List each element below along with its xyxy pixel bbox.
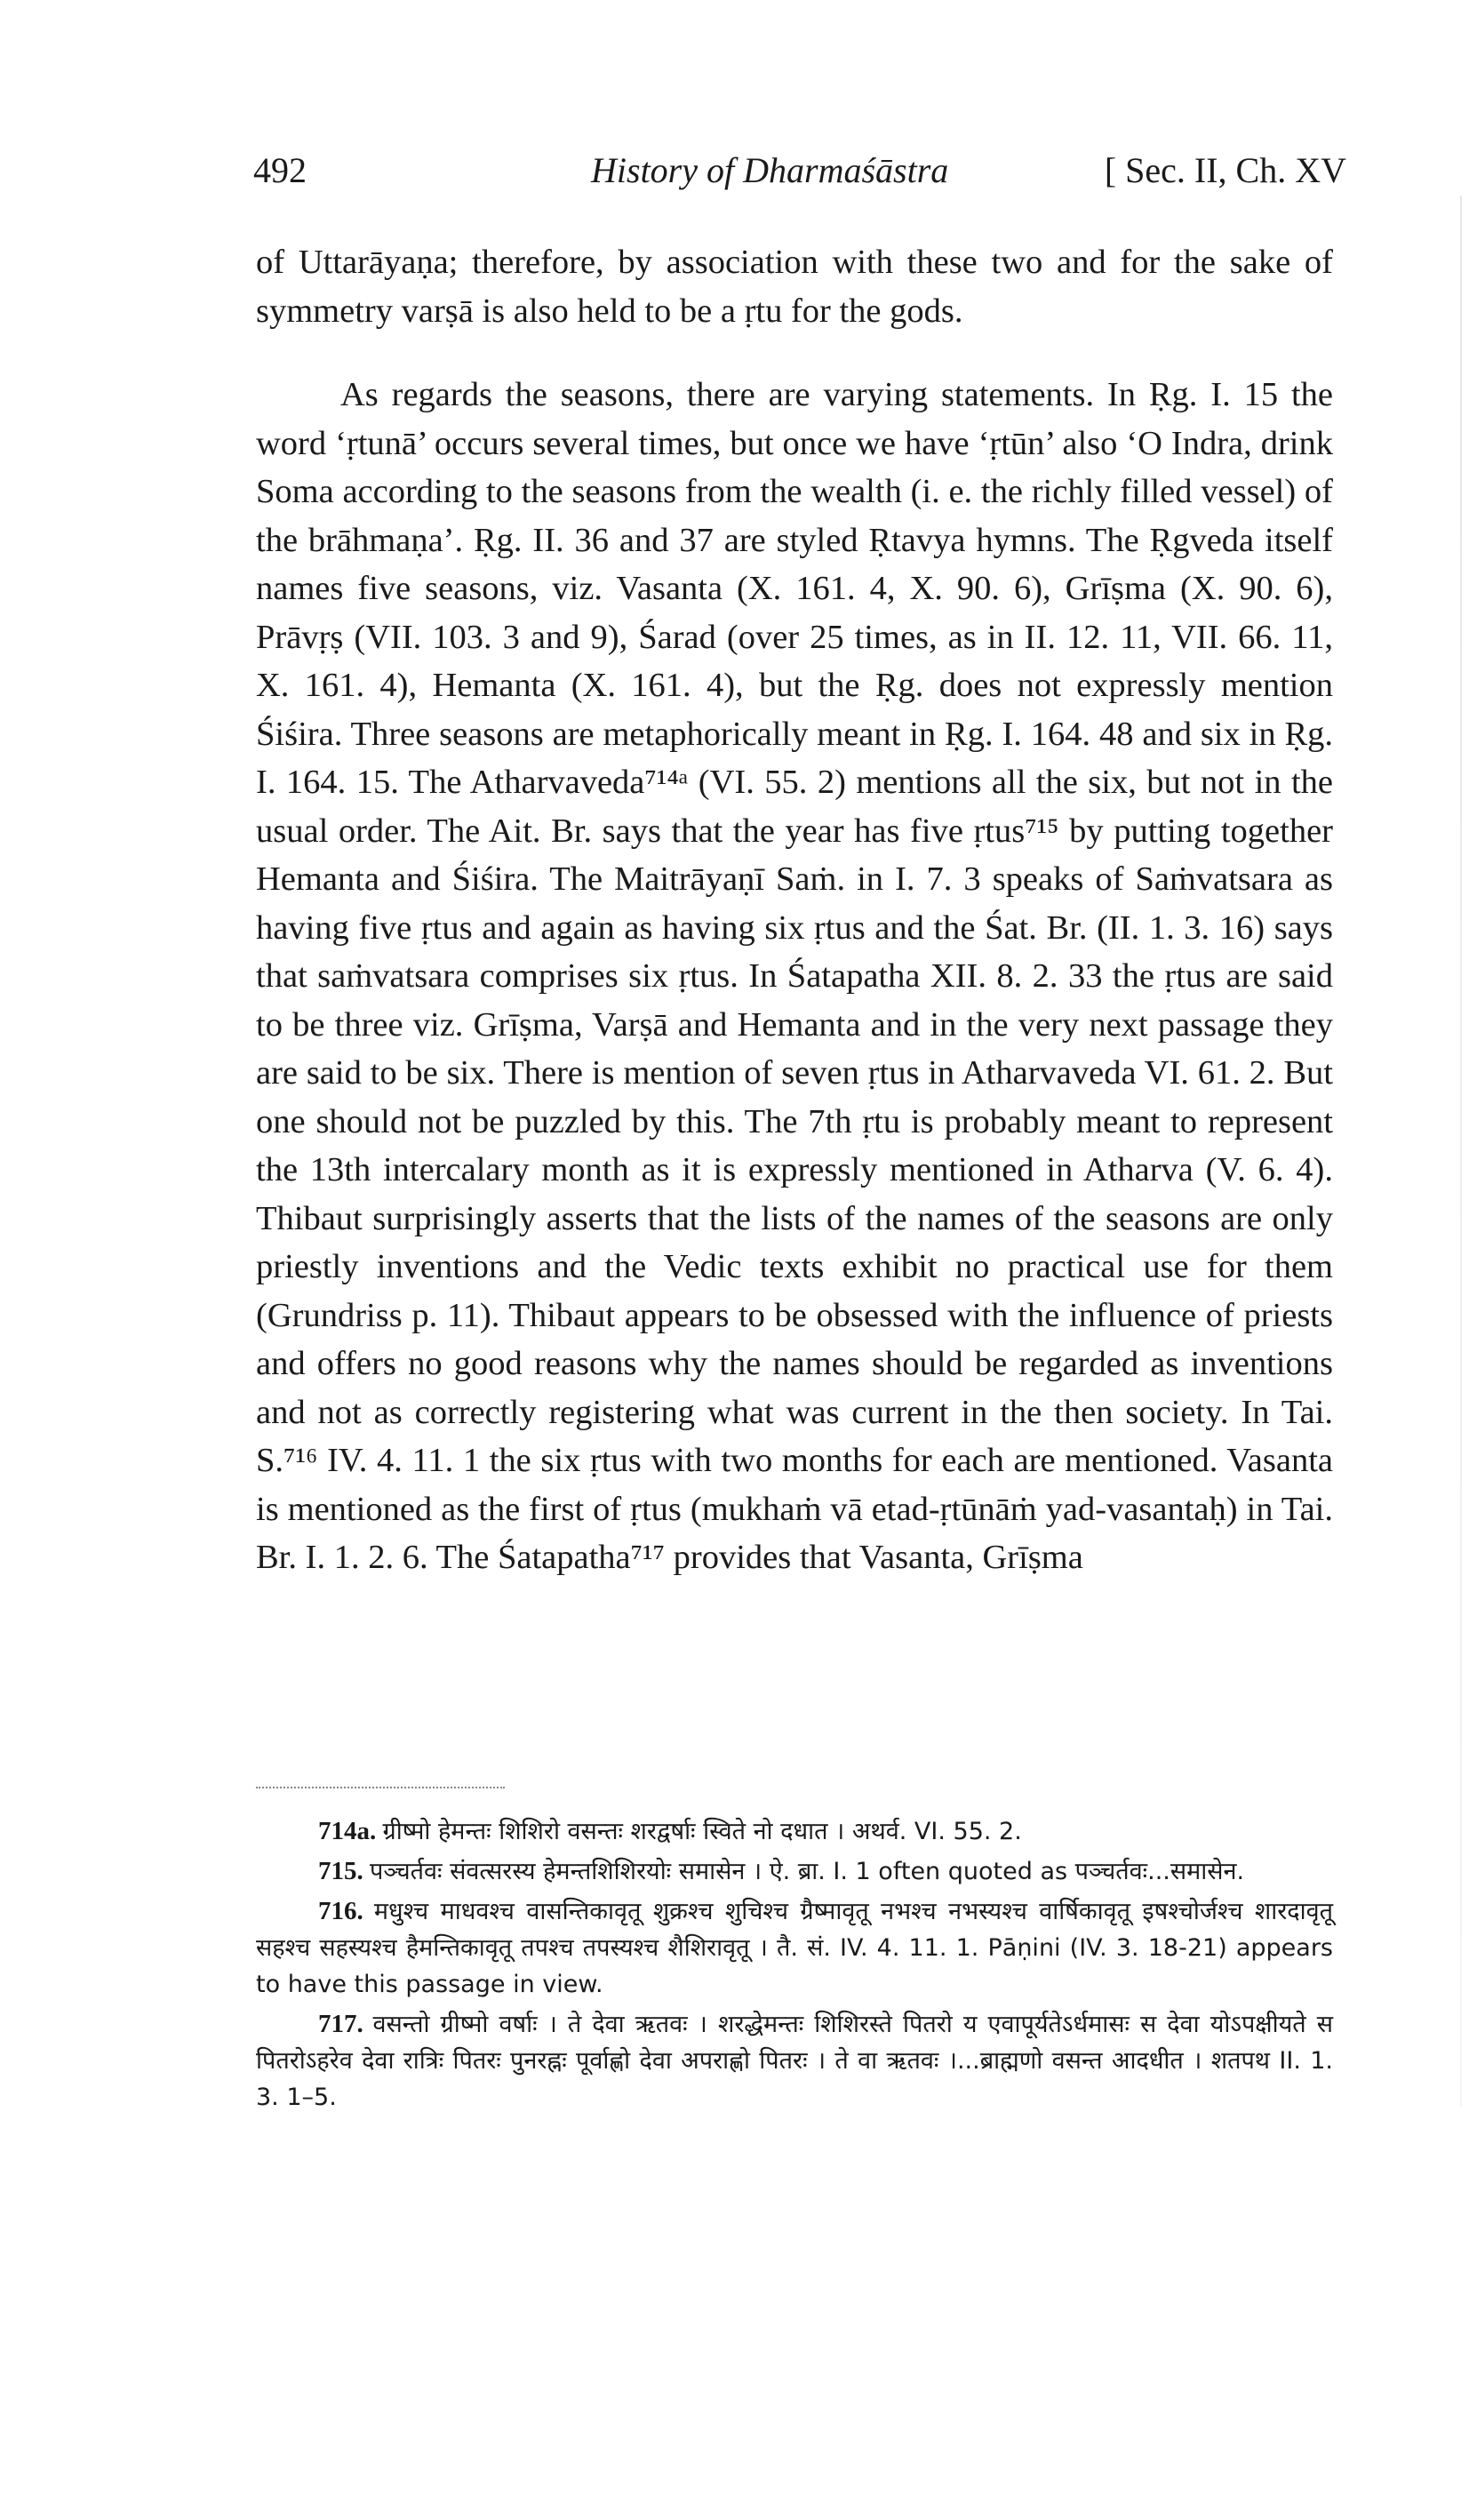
footnote-number: 717.	[318, 2010, 363, 2038]
footnote-text: पञ्चर्तवः संवत्सरस्य हेमन्तशिशिरयोः समासेन । ऐ. ब्रा. I. 1 often quoted as पञ्चर्तवः...समासेन.	[370, 1858, 1245, 1885]
paragraph-gap	[256, 335, 1333, 371]
running-title: History of Dharmaśāstra	[591, 150, 949, 190]
footnote-text: वसन्तो ग्रीष्मो वर्षाः । ते देवा ऋतवः । शरद्धेमन्तः शिशिरस्ते पितरो य एवापूर्यतेऽर्धमासः स देवा योऽपक्षीयते स पितरोऽहरेव देवा रात्रिः पितरः पुनरह्नः पूर्वाह्णो देवा अपराह्णो पितरः । ते वा ऋतवः ।...ब्राह्मणो वसन्त आदधीत । शतपथ II. 1. 3. 1–5.	[256, 2011, 1334, 2111]
paragraph-seasons: As regards the seasons, there are varying statements. In Ṛg. I. 15 the word ‘ṛtunā’ occurs several times, but once we have ‘ṛtūn’ also ‘O Indra, drink Soma according to the seasons from the wealth (i. e. the richly filled vessel) of the brāhmaṇa’. Ṛg. II. 36 and 37 are styled Ṛtavya hymns. The Ṛgveda itself names five seasons, viz. Vasanta (X. 161. 4, X. 90. 6), Grīṣma (X. 90. 6), Prāvṛṣ (VII. 103. 3 and 9), Śarad (over 25 times, as in II. 12. 11, VII. 66. 11, X. 161. 4), Hemanta (X. 161. 4), but the Ṛg. does not expressly mention Śiśira. Three seasons are metaphorically meant in Ṛg. I. 164. 48 and six in Ṛg. I. 164. 15. The Atharvaveda⁷¹⁴ᵃ (VI. 55. 2) mentions all the six, but not in the usual order. The Ait. Br. says that the year has five ṛtus⁷¹⁵ by putting together Hemanta and Śiśira. The Maitrāyaṇī Saṁ. in I. 7. 3 speaks of Saṁvatsara as having five ṛtus and again as having six ṛtus and the Śat. Br. (II. 1. 3. 16) says that saṁvatsara comprises six ṛtus. In Śatapatha XII. 8. 2. 33 the ṛtus are said to be three viz. Grīṣma, Varṣā and Hemanta and in the very next passage they are said to be six. There is mention of seven ṛtus in Atharvaveda VI. 61. 2. But one should not be puzzled by this. The 7th ṛtu is probably meant to represent the 13th intercalary month as it is expressly mentioned in Atharva (V. 6. 4). Thibaut surprisingly asserts that the lists of the names of the seasons are only priestly inventions and the Vedic texts exhibit no practical use for them (Grundriss p. 11). Thibaut appears to be obsessed with the influence of priests and offers no good reasons why the names should be regarded as inventions and not as correctly registering what was current in the then society. In Tai. S.⁷¹⁶ IV. 4. 11. 1 the six ṛtus with two months for each are mentioned. Vasanta is mentioned as the first of ṛtus (mukhaṁ vā etad-ṛtūnāṁ yad-vasantaḥ) in Tai. Br. I. 1. 2. 6. The Śatapatha⁷¹⁷ provides that Vasanta, Grīṣma	[256, 376, 1333, 1576]
paragraph-continued: of Uttarāyaṇa; therefore, by association with these two and for the sake of symmetry varṣā is also held to be a ṛtu for the gods.	[256, 244, 1333, 330]
scan-edge-shadow	[1460, 196, 1462, 2107]
footnote-separator	[256, 1787, 505, 1788]
footnote-717	[256, 2006, 1333, 2116]
section-reference: [ Sec. II, Ch. XV	[1104, 150, 1346, 190]
footnote-text: मधुश्च माधवश्च वासन्तिकावृतू शुक्रश्च शुचिश्च ग्रैष्मावृतू नभश्च नभस्यश्च वार्षिकावृतू इषश्चोर्जश्च शारदावृतू सहश्च सहस्यश्च हैमन्तिकावृतू तपश्च तपस्यश्च शैशिरावृतू । तै. सं. IV. 4. 11. 1. Pāṇini (IV. 3. 18-21) appears to have this passage in view.	[256, 1898, 1334, 1998]
footnotes	[256, 1813, 1333, 2119]
footnote-number: 714a.	[318, 1817, 377, 1845]
main-text	[256, 238, 1333, 1582]
footnote-716	[256, 1893, 1333, 2003]
footnote-text: ग्रीष्मो हेमन्तः शिशिरो वसन्तः शरद्वर्षाः स्विते नो दधात । अथर्व. VI. 55. 2.	[382, 1818, 1022, 1845]
running-header	[253, 149, 1346, 203]
footnote-number: 716.	[318, 1897, 363, 1925]
page-number: 492	[253, 150, 307, 190]
footnote-715	[256, 1853, 1333, 1890]
footnote-714a	[256, 1813, 1333, 1850]
footnote-number: 715.	[318, 1857, 363, 1885]
